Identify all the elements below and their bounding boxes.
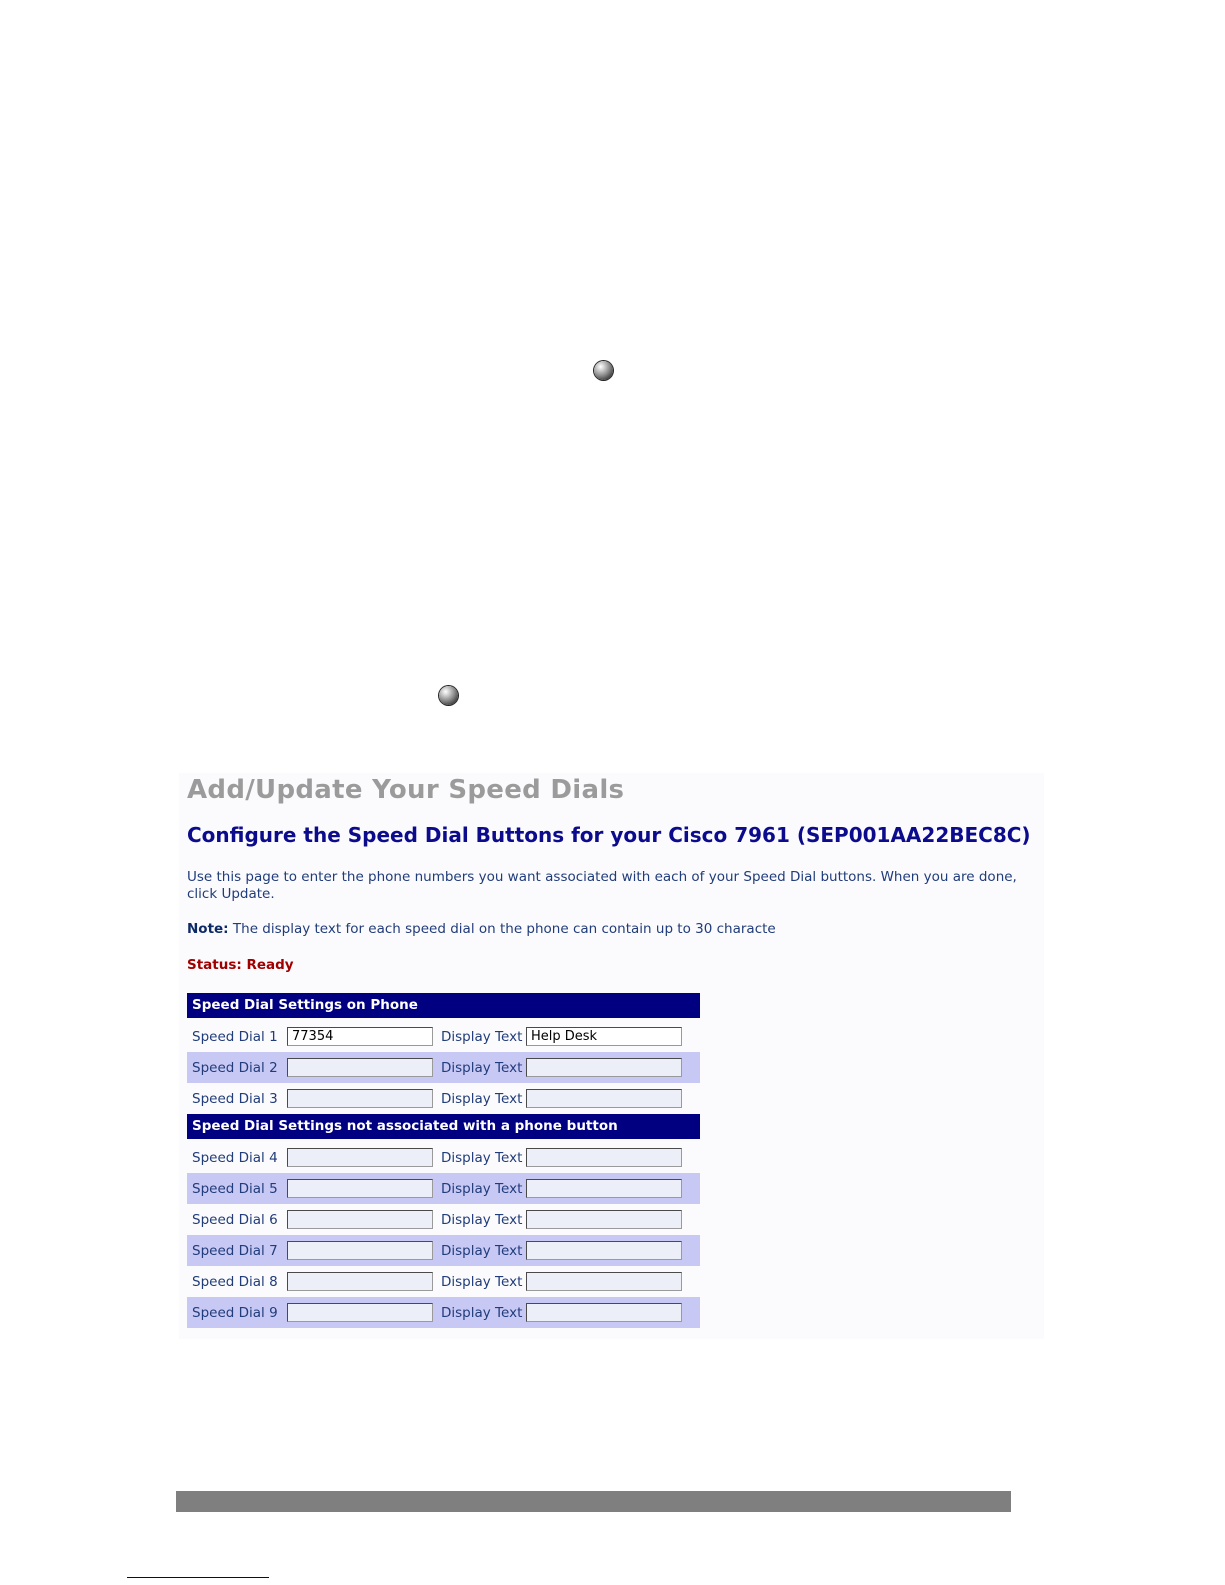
speed-dial-6-display-text-input[interactable] <box>526 1210 682 1229</box>
note-body: The display text for each speed dial on the phone can contain up to 30 characte <box>228 921 776 937</box>
speed-dial-row-5 <box>187 1173 700 1204</box>
speed-dial-8-display-text-input[interactable] <box>526 1272 682 1291</box>
page-title: Add/Update Your Speed Dials <box>187 775 625 805</box>
note-text <box>187 921 776 937</box>
speed-dial-7-display-text-input[interactable] <box>526 1241 682 1260</box>
status-text: Status: Ready <box>187 957 294 973</box>
display-text-label: Display Text <box>441 1242 523 1259</box>
speed-dial-5-number-input[interactable] <box>287 1179 433 1198</box>
speed-dial-8-number-input[interactable] <box>287 1272 433 1291</box>
bullet-icon <box>594 361 613 380</box>
speed-dial-label: Speed Dial 3 <box>192 1090 278 1107</box>
footnote-divider <box>127 1577 269 1578</box>
speed-dial-label: Speed Dial 2 <box>192 1059 278 1076</box>
speed-dial-7-number-input[interactable] <box>287 1241 433 1260</box>
speed-dial-label: Speed Dial 8 <box>192 1273 278 1290</box>
note-label: Note: <box>187 921 229 937</box>
speed-dial-row-9 <box>187 1297 700 1328</box>
speed-dial-row-1 <box>187 1021 700 1052</box>
speed-dial-row-3 <box>187 1083 700 1114</box>
speed-dial-6-number-input[interactable] <box>287 1210 433 1229</box>
speed-dial-5-display-text-input[interactable] <box>526 1179 682 1198</box>
display-text-label: Display Text <box>441 1149 523 1166</box>
speed-dial-row-2 <box>187 1052 700 1083</box>
speed-dial-table <box>187 993 700 1328</box>
display-text-label: Display Text <box>441 1059 523 1076</box>
speed-dial-row-7 <box>187 1235 700 1266</box>
speed-dial-label: Speed Dial 1 <box>192 1028 278 1045</box>
speed-dial-label: Speed Dial 9 <box>192 1304 278 1321</box>
speed-dial-1-display-text-input[interactable] <box>526 1027 682 1046</box>
speed-dial-9-number-input[interactable] <box>287 1303 433 1322</box>
section-header-on-phone: Speed Dial Settings on Phone <box>187 993 700 1018</box>
speed-dial-row-4 <box>187 1142 700 1173</box>
display-text-label: Display Text <box>441 1304 523 1321</box>
speed-dial-label: Speed Dial 6 <box>192 1211 278 1228</box>
speed-dial-2-number-input[interactable] <box>287 1058 433 1077</box>
speed-dial-2-display-text-input[interactable] <box>526 1058 682 1077</box>
speed-dial-4-display-text-input[interactable] <box>526 1148 682 1167</box>
page-subtitle: Configure the Speed Dial Buttons for your Cisco 7961 (SEP001AA22BEC8C) <box>187 823 1031 847</box>
display-text-label: Display Text <box>441 1273 523 1290</box>
speed-dial-row-8 <box>187 1266 700 1297</box>
speed-dial-9-display-text-input[interactable] <box>526 1303 682 1322</box>
speed-dial-3-number-input[interactable] <box>287 1089 433 1108</box>
intro-text: Use this page to enter the phone numbers you want associated with each of your Speed Dial buttons. When you are done, click Update. <box>187 869 1017 902</box>
speed-dial-label: Speed Dial 4 <box>192 1149 278 1166</box>
display-text-label: Display Text <box>441 1028 523 1045</box>
bullet-icon <box>439 686 458 705</box>
display-text-label: Display Text <box>441 1180 523 1197</box>
speed-dial-label: Speed Dial 7 <box>192 1242 278 1259</box>
speed-dial-label: Speed Dial 5 <box>192 1180 278 1197</box>
section-header-not-associated: Speed Dial Settings not associated with a phone button <box>187 1114 700 1139</box>
speed-dial-row-6 <box>187 1204 700 1235</box>
footer-bar <box>176 1491 1011 1512</box>
speed-dial-4-number-input[interactable] <box>287 1148 433 1167</box>
speed-dial-1-number-input[interactable] <box>287 1027 433 1046</box>
speed-dial-screenshot <box>179 773 1044 1339</box>
speed-dial-3-display-text-input[interactable] <box>526 1089 682 1108</box>
display-text-label: Display Text <box>441 1090 523 1107</box>
display-text-label: Display Text <box>441 1211 523 1228</box>
